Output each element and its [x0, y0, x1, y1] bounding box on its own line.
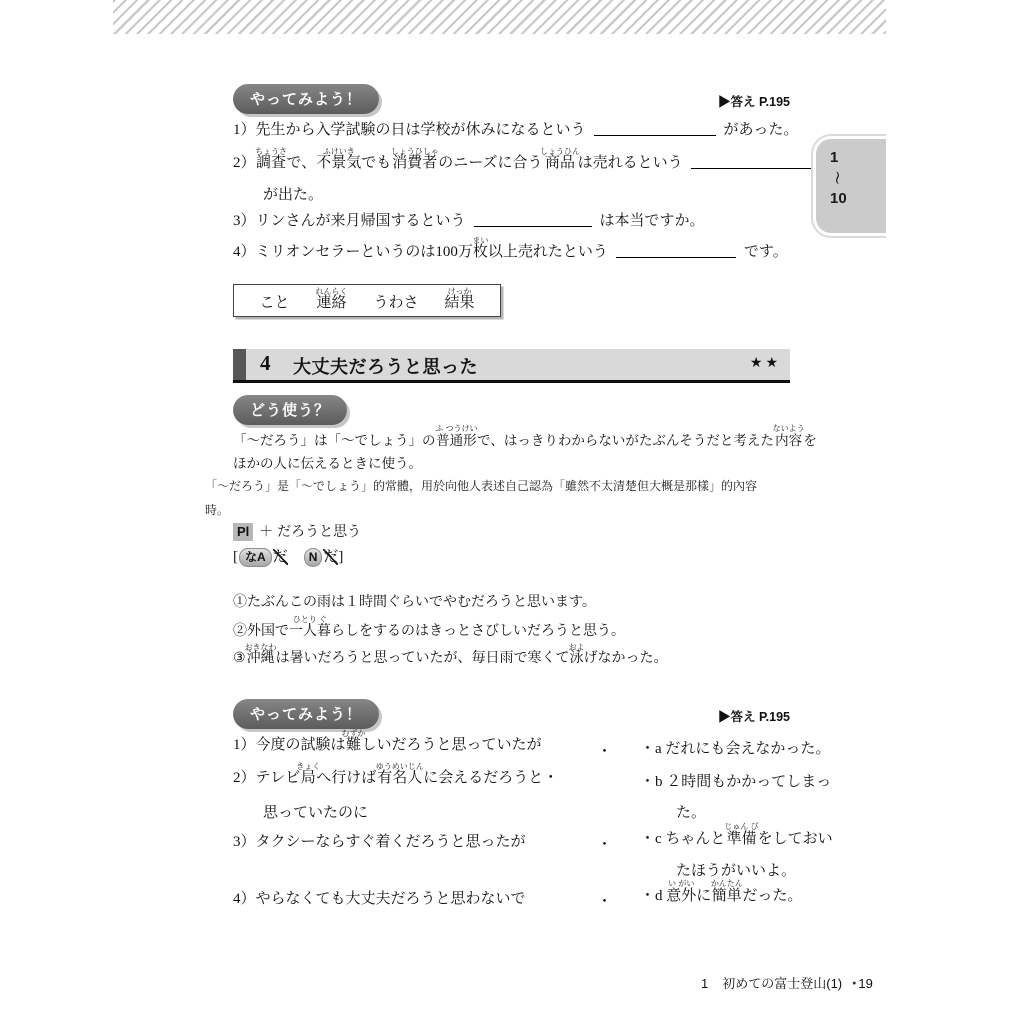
ruby-word: 難むずか — [341, 729, 366, 753]
text-segment: ・c ちゃんと — [640, 831, 726, 847]
tab-number-bottom: 10 — [830, 189, 847, 207]
text-segment — [288, 549, 303, 565]
ruby-word: 連絡れんらく — [315, 287, 348, 311]
text-segment: をしておい — [757, 831, 833, 847]
difficulty-stars: ★★ — [749, 356, 781, 371]
exercise1-question-2-continued — [263, 186, 323, 206]
tab-tilde: 〜 — [829, 171, 845, 185]
ruby-word: 消費者しょうひしゃ — [390, 147, 439, 171]
text-segment: で、 — [286, 155, 317, 171]
usage-explanation-zh-line1 — [205, 479, 757, 495]
ruby-word: 一人暮ひとり ぐ — [289, 615, 331, 639]
answer-blank — [594, 121, 716, 136]
text-segment: 3）タクシーならすぐ着くだろうと思ったが — [233, 834, 526, 850]
match-dot-left-3: ・ — [597, 837, 613, 853]
text-segment: 時。 — [205, 503, 230, 517]
text-segment: 3）リンさんが来月帰国するという — [233, 213, 466, 229]
match-right-b — [640, 773, 831, 793]
ruby-word: 準備じゅん び — [724, 822, 759, 847]
exercise1-question-3 — [233, 212, 705, 232]
answer-reference-1: ▶答え P.195 — [717, 95, 790, 109]
text-segment: 「～だろう」は「～でしょう」の — [233, 433, 436, 448]
text-segment: のニーズに合う — [438, 155, 543, 171]
text-segment: へ行けば — [316, 770, 377, 786]
match-left-2 — [233, 762, 558, 789]
try-it-badge-1: やってみよう！ — [233, 84, 379, 114]
match-left-4 — [233, 890, 526, 910]
text-segment: 2） — [233, 155, 256, 171]
text-segment: があった。 — [723, 122, 799, 138]
example-sentence-2 — [233, 615, 625, 641]
text-segment: が出た。 — [263, 187, 324, 203]
text-segment: は売れるという — [577, 155, 683, 171]
ruby-word: 枚まい — [472, 236, 489, 260]
ruby-word: 普通形ふ つうけい — [435, 424, 478, 448]
example-sentence-3 — [233, 643, 668, 668]
text-segment: 1）先生から入学試験の日は学校が休みになるという — [233, 122, 586, 138]
text-segment: ほかの人に伝えるときに使う。 — [233, 456, 422, 471]
text-segment: ] — [338, 549, 344, 565]
text-segment: で、はっきりわからないがたぶんそうだと考えた — [477, 433, 774, 448]
text-segment: を — [803, 433, 817, 448]
text-segment: ・a だれにも会えなかった。 — [640, 741, 831, 757]
text-segment: 1）今度の試験は — [233, 737, 346, 753]
match-dot-left-1: ・ — [597, 744, 613, 760]
answer-blank — [474, 212, 592, 227]
usage-explanation-zh-line2 — [205, 503, 229, 519]
match-left-1 — [233, 729, 542, 756]
footer-chapter-title: 初めての富士登山(1) — [722, 976, 843, 991]
text-segment: に — [696, 888, 712, 904]
text-segment: は暑いだろうと思っていたが、毎日雨で寒くて — [275, 651, 570, 666]
pattern-token: だ — [272, 549, 288, 565]
section-title: 大丈夫だろうと思った — [293, 357, 478, 377]
text-segment: ・d — [640, 888, 667, 904]
match-dot-left-4: ・ — [597, 894, 613, 910]
text-segment: に会えるだろうと・ — [423, 770, 559, 786]
page-footer — [701, 973, 873, 992]
text-segment: ③ — [233, 651, 246, 666]
section-header-bar — [233, 349, 790, 383]
usage-explanation-jp-line1 — [233, 424, 817, 450]
text-segment: ・b ２時間もかかってしまっ — [640, 774, 832, 790]
grammar-pattern-line — [233, 522, 361, 541]
text-segment: 4）ミリオンセラーというのは100万 — [233, 244, 473, 260]
hatch-pattern-strip — [113, 0, 886, 34]
example-sentence-1 — [233, 594, 596, 612]
ruby-word: 沖縄おきなわ — [244, 643, 277, 666]
ruby-word: 不景気ふけいき — [316, 147, 362, 171]
footer-chapter-number: 1 — [701, 976, 709, 991]
section-range-tab — [816, 139, 886, 233]
ruby-word: 調査ちょうさ — [255, 147, 288, 171]
match-right-c — [640, 822, 833, 850]
footer-page-number: 19 — [858, 976, 873, 991]
how-to-use-badge: どう使う？ — [233, 395, 347, 425]
ruby-word: 商品しょうひん — [540, 147, 581, 171]
ruby-word: 意外い がい — [666, 879, 697, 904]
exercise1-question-4 — [233, 236, 788, 263]
word-bank-box — [233, 284, 501, 317]
section-left-block — [233, 349, 246, 380]
ruby-word: 簡単かんたん — [710, 879, 743, 904]
match-left-2-continued — [263, 804, 368, 824]
pattern-token: だ — [323, 549, 339, 565]
text-segment: 以上売れたという — [487, 244, 608, 260]
section-number: 4 — [260, 351, 271, 375]
text-segment: らしをするのはきっとさびしいだろうと思う。 — [331, 624, 625, 639]
text-segment: だった。 — [742, 888, 803, 904]
tab-number-top: 1 — [830, 149, 839, 166]
text-segment: ①たぶんこの雨は１時間ぐらいでやむだろうと思います。 — [233, 595, 596, 610]
text-segment: [ — [233, 549, 238, 565]
text-segment: 「～だろう」是「～でしょう」的常體，用於向他人表述自己認為「雖然不太清楚但大概是那樣」的內容 — [205, 479, 758, 493]
usage-explanation-jp-line2 — [233, 455, 422, 473]
grammar-pattern-note — [233, 548, 343, 568]
text-segment: うわさ — [373, 295, 419, 311]
ruby-word: 有名人ゆうめいじん — [375, 762, 424, 786]
text-segment: ＋ だろうと思う — [255, 523, 362, 539]
text-segment: ②外国で — [233, 624, 289, 639]
text-segment: 4）やらなくても大丈夫だろうと思わないで — [233, 891, 526, 907]
text-segment: でも — [361, 155, 392, 171]
answer-reference-2: ▶答え P.195 — [717, 710, 790, 724]
text-segment: 思っていたのに — [263, 805, 369, 821]
answer-blank — [616, 243, 736, 258]
ruby-word: 局きょく — [296, 762, 321, 786]
text-segment: たほうがいいよ。 — [676, 863, 797, 879]
match-right-b-continued — [676, 804, 706, 824]
text-segment: 2）テレビ — [233, 770, 301, 786]
pattern-token: なA — [239, 548, 272, 567]
text-segment: こと — [259, 295, 290, 311]
ruby-word: 泳およ — [568, 643, 585, 666]
match-right-d — [640, 879, 802, 907]
text-segment: げなかった。 — [583, 651, 668, 666]
text-segment: た。 — [676, 805, 707, 821]
text-segment: は本当ですか。 — [599, 213, 705, 229]
pattern-token: N — [304, 548, 323, 567]
answer-blank — [691, 154, 816, 169]
footer-bullet-icon: ● — [852, 980, 857, 987]
pattern-token: Pl — [233, 523, 253, 541]
ruby-word: 内容ないよう — [772, 424, 805, 448]
match-right-a — [640, 740, 830, 760]
try-it-badge-2: やってみよう！ — [233, 699, 379, 729]
side-tab-clip — [810, 133, 886, 239]
exercise1-question-1 — [233, 121, 798, 141]
exercise1-question-2 — [233, 147, 824, 174]
text-segment: です。 — [743, 244, 788, 260]
text-segment: しいだろうと思っていたが — [361, 737, 542, 753]
ruby-word: 結果けっか — [444, 287, 475, 311]
match-left-3 — [233, 833, 526, 853]
